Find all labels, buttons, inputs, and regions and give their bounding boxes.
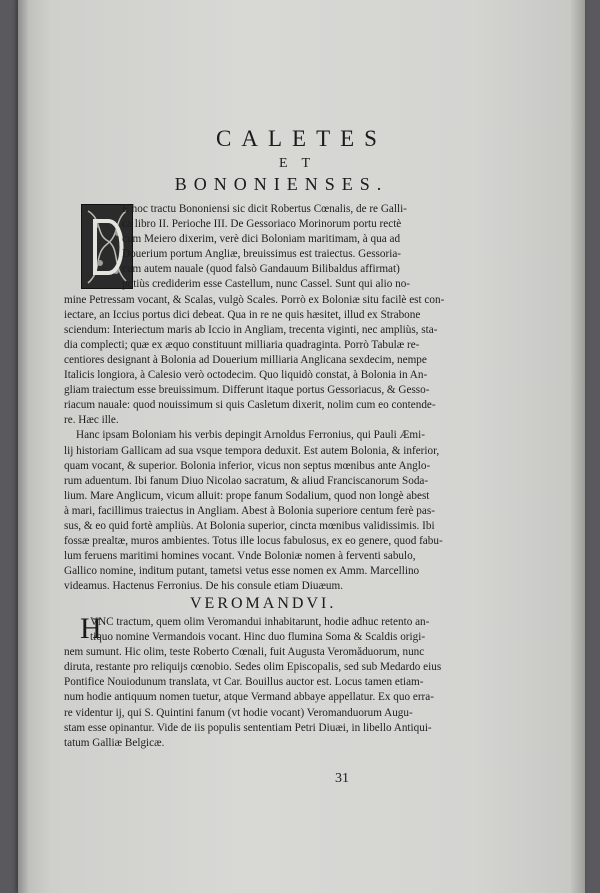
page-number: 31 [335, 771, 349, 786]
text-line: sus, & eo quid fortè ampliùs. At Bolonia superior, cincta mœnibus validissimis. Ibi [64, 519, 435, 532]
text-line: re videntur ij, qui S. Quintini fanum (vt hodie vocant) Veromanduorum Augu- [64, 706, 413, 719]
text-line: diruta, restante pro reliquijs cœnobio. Sedes olim Episcopalis, sed sub Medardo eius [64, 661, 442, 674]
text-line: Pontifice Nouiodunum translata, vt Car. Bouillus auctor est. Locus tamen etiam- [64, 676, 424, 689]
text-line: iectare, an Iccius portus dici debeat. Qua in re ne quis hæsitet, illud ex Strabone [64, 308, 421, 321]
text-line: num hodie antiquum nomen tuetur, atque Vermand abbaye appellatur. Ex quo erra- [64, 691, 434, 704]
text-line: fossæ prealtæ, muros ambientes. Totus ille locus fabulosus, ex eo genere, quod fabu- [64, 535, 443, 548]
text-line: tatum Galliæ Belgicæ. [64, 736, 165, 749]
text-line: cum Meiero dixerim, verè dici Boloniam maritimam, à qua ad [122, 233, 401, 246]
section-caletes-text [64, 202, 510, 594]
text-line: Gallico nomine, inditum putant, tametsi vetus esse nomen ex Amm. Marcellino [64, 565, 420, 578]
text-line: gliam traiectum esse breuissimum. Differunt itaque portus Gessoriacus, & Gesso- [64, 384, 430, 397]
text-line: tiquo nomine Vermandois vocant. Hinc duo flumina Soma & Scaldis origi- [90, 631, 426, 644]
text-line: E hoc tractu Bononiensi sic dicit Robertus Cœnalis, de re Galli- [122, 203, 407, 215]
heading-bononienses: BONONIENSES. [174, 174, 389, 194]
text-line: Hanc ipsam Boloniam his verbis depingit Arnoldus Ferronius, qui Pauli Æmi- [76, 429, 425, 442]
initial-h: H [80, 612, 102, 645]
heading-et: ET [278, 156, 325, 171]
text-line: centiores designant à Bolonia ad Douerium milliaria Anglicana sexdecim, nempe [64, 353, 427, 366]
text-line: lum feruens maritimi homines vocant. Vnde Boloniæ nomen à ferventi sabulo, [64, 550, 416, 563]
book-page [18, 0, 585, 893]
text-line: Douerium portum Angliæ, breuissimus est traiectus. Gessoria- [122, 248, 402, 261]
text-line: quam vocant, & superior. Bolonia inferior, vicus non septus mœnibus ante Anglo- [64, 459, 431, 472]
text-line: ca libro II. Perioche III. De Gessoriaco Morinorum portu rectè [122, 218, 402, 231]
section-veromandui-text [64, 612, 510, 751]
text-line: mine Petressam vocant, & Scalas, vulgò Scales. Porrò ex Boloniæ situ facilè est con- [64, 293, 445, 306]
text-line: lium. Mare Anglicum, vicum alluit: prope fanum Sodalium, quod non longè abest [64, 489, 430, 502]
text-line: Italicis longiora, à Calesio verò octodecim. Quo liquidò constat, à Bolonia in An- [64, 369, 428, 382]
text-line: lij historiam Gallicam ad sua vsque tempora deduxit. Est autem Bolonia, & inferior, [64, 444, 440, 457]
text-line: à mari, facillimus traiectus in Angliam. Abest à Bolonia superiore centum ferè pas- [64, 504, 435, 517]
text-line: cum autem nauale (quod falsò Gandauum Bilibaldus affirmat) [122, 263, 400, 276]
text-line: sciendum: Interiectum maris ab Iccio in Angliam, trecenta viginti, nec ampliùs, sta- [64, 323, 438, 336]
text-line: nem sumunt. Hic olim, teste Roberto Cœnali, fuit Augusta Veromăduorum, nunc [64, 646, 425, 659]
text-line: re. Hæc ille. [64, 414, 119, 427]
heading-caletes: CALETES [216, 126, 387, 151]
text-line: riacum nauale: quod nouissimum si quis Casletum dixerit, nolim cum eo contende- [64, 399, 436, 412]
text-line: potiùs crediderim esse Castellum, nunc Cassel. Sunt qui alio no- [122, 278, 411, 291]
text-line: dia complecti; quæ ex æquo constituunt milliaria quadraginta. Porrò Tabulæ re- [64, 338, 420, 351]
text-line: stam esse opinantur. Vide de iis populis sententiam Petri Diuæi, in libello Antiqui- [64, 721, 432, 734]
text-line: VNC tractum, quem olim Veromandui inhabitarunt, hodie adhuc retento an- [90, 616, 430, 628]
heading-veromandui: VEROMANDVI. [190, 595, 337, 612]
text-line: videamus. Hactenus Ferronius. De his consule etiam Diuæum. [64, 580, 344, 593]
text-line: rum aduentum. Ibi fanum Diuo Nicolao sacratum, & aliud Franciscanorum Soda- [64, 474, 429, 487]
